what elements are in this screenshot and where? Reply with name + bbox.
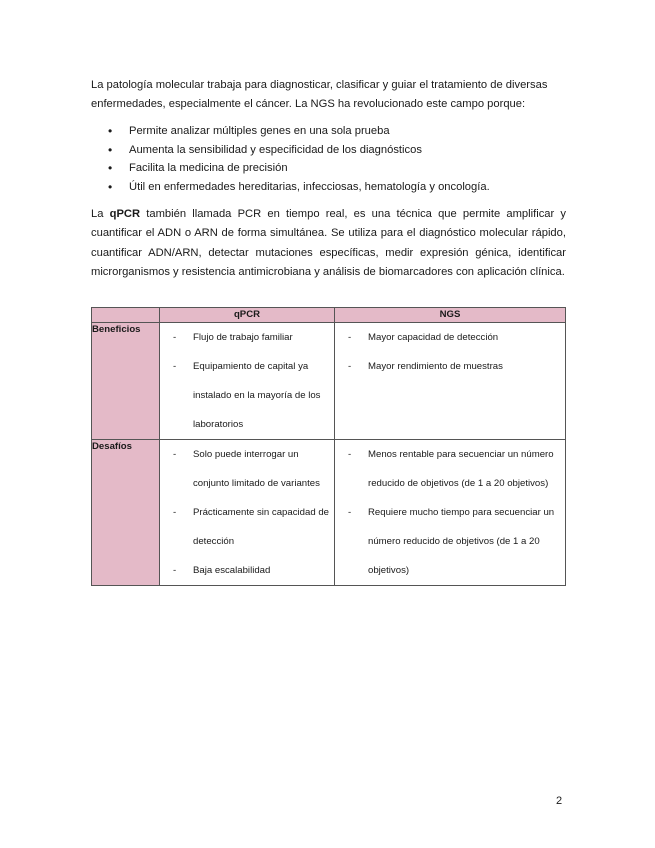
- list-item: • Permite analizar múltiples genes en una sola prueba: [91, 122, 566, 141]
- ngs-benefits-list: [91, 122, 566, 196]
- header-empty: [92, 308, 160, 323]
- cell-qpcr-desafios: [160, 440, 335, 586]
- list-item: - Prácticamente sin capacidad de detección: [160, 498, 334, 556]
- list-item: - Flujo de trabajo familiar: [160, 323, 334, 352]
- list-item: - Menos rentable para secuenciar un número reducido de objetivos (de 1 a 20 objetivos): [335, 440, 565, 498]
- row-label-desafios: Desafíos: [92, 440, 160, 586]
- page-number: 2: [556, 795, 563, 807]
- list-item: - Baja escalabilidad: [160, 556, 334, 585]
- header-ngs: NGS: [335, 308, 566, 323]
- qpcr-paragraph: [91, 205, 566, 282]
- header-qpcr: qPCR: [160, 308, 335, 323]
- table-row: [92, 323, 566, 440]
- table-header-row: [92, 308, 566, 323]
- intro-paragraph: La patología molecular trabaja para diagnosticar, clasificar y guiar el tratamiento de diversas enfermedades, especialmente el cáncer. La NGS ha revolucionado este campo porque:: [91, 79, 548, 110]
- comparison-table: [91, 307, 566, 586]
- cell-ngs-beneficios: [335, 323, 566, 440]
- table-row: [92, 440, 566, 586]
- qpcr-term: qPCR: [109, 208, 141, 220]
- cell-qpcr-beneficios: [160, 323, 335, 440]
- list-item: • Facilita la medicina de precisión: [91, 159, 566, 178]
- list-item: - Mayor rendimiento de muestras: [335, 352, 565, 381]
- row-label-beneficios: Beneficios: [92, 323, 160, 440]
- list-item: - Equipamiento de capital ya instalado en la mayoría de los laboratorios: [160, 352, 334, 439]
- qpcr-paragraph-text: también llamada PCR en tiempo real, es una técnica que permite amplificar y cuantificar el ADN o ARN de forma simultánea. Se utiliza para el diagnóstico molecular rápido, cuantificar ADN/ARN, detectar mutaciones específicas, medir expresión génica, identificar microrganismos y resistencia antimicrobiana y análisis de biomarcadores con aplicación clínica.: [91, 208, 567, 278]
- list-item: • Aumenta la sensibilidad y especificidad de los diagnósticos: [91, 141, 566, 160]
- list-item: - Requiere mucho tiempo para secuenciar un número reducido de objetivos (de 1 a 20 objetivos): [335, 498, 565, 585]
- list-item: • Útil en enfermedades hereditarias, infecciosas, hematología y oncología.: [91, 178, 566, 197]
- qpcr-paragraph-prefix: La: [91, 208, 110, 220]
- list-item: - Mayor capacidad de detección: [335, 323, 565, 352]
- cell-ngs-desafios: [335, 440, 566, 586]
- list-item: - Solo puede interrogar un conjunto limitado de variantes: [160, 440, 334, 498]
